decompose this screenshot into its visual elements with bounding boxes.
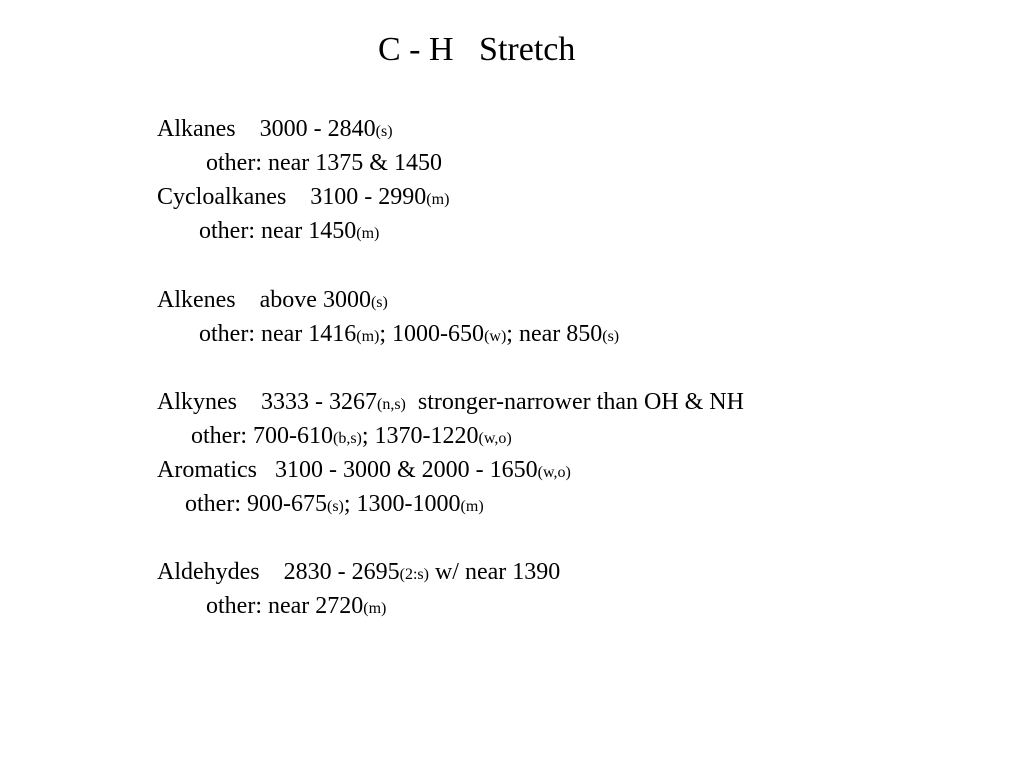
alkynes-other-seg1: other: 700-610 bbox=[191, 423, 333, 449]
alkenes-other-seg2-intensity: (w) bbox=[484, 328, 507, 345]
alkynes-other-line bbox=[191, 421, 512, 454]
alkynes-intensity: (n,s) bbox=[376, 396, 406, 413]
alkenes-range: Alkenes above 3000 bbox=[157, 287, 371, 313]
aldehydes-other-intensity: (m) bbox=[363, 600, 387, 617]
aldehydes-range: Aldehydes 2830 - 2695 bbox=[157, 559, 400, 585]
alkenes-other-seg1-intensity: (m) bbox=[356, 328, 380, 345]
alkenes-other-seg2: ; 1000-650 bbox=[379, 321, 485, 347]
alkanes-other-line bbox=[206, 148, 442, 178]
alkynes-line bbox=[157, 387, 744, 420]
alkynes-other-seg2-intensity: (w,o) bbox=[478, 430, 512, 447]
cycloalkanes-range: Cycloalkanes 3100 - 2990 bbox=[157, 184, 427, 210]
alkanes-other: other: near 1375 & 1450 bbox=[206, 150, 442, 176]
cycloalkanes-other-line bbox=[199, 216, 379, 249]
alkynes-note: stronger-narrower than OH & NH bbox=[405, 389, 744, 415]
alkynes-other-seg2: ; 1370-1220 bbox=[361, 423, 479, 449]
aldehydes-other-line bbox=[206, 591, 386, 624]
cycloalkanes-line bbox=[157, 182, 449, 215]
cycloalkanes-intensity: (m) bbox=[426, 191, 450, 208]
aldehydes-note: w/ near 1390 bbox=[428, 559, 561, 585]
alkanes-range: Alkanes 3000 - 2840 bbox=[157, 116, 376, 142]
alkenes-other-seg1: other: near 1416 bbox=[199, 321, 357, 347]
aromatics-other-seg1: other: 900-675 bbox=[185, 491, 327, 517]
cycloalkanes-other: other: near 1450 bbox=[199, 218, 357, 244]
alkynes-range: Alkynes 3333 - 3267 bbox=[157, 389, 377, 415]
cycloalkanes-other-intensity: (m) bbox=[356, 225, 380, 242]
alkenes-intensity: (s) bbox=[370, 294, 388, 311]
aromatics-intensity: (w,o) bbox=[537, 464, 571, 481]
aldehydes-intensity: (2:s) bbox=[399, 566, 429, 583]
alkanes-line bbox=[157, 114, 393, 147]
aromatics-line bbox=[157, 455, 571, 488]
alkynes-other-seg1-intensity: (b,s) bbox=[332, 430, 362, 447]
alkenes-line bbox=[157, 285, 388, 318]
aromatics-other-seg2-intensity: (m) bbox=[460, 498, 484, 515]
alkenes-other-line bbox=[199, 319, 619, 352]
aldehydes-line bbox=[157, 557, 560, 590]
alkenes-other-seg3: ; near 850 bbox=[506, 321, 603, 347]
aromatics-other-seg1-intensity: (s) bbox=[326, 498, 344, 515]
aromatics-other-seg2: ; 1300-1000 bbox=[343, 491, 461, 517]
aromatics-other-line bbox=[185, 489, 484, 522]
alkenes-other-seg3-intensity: (s) bbox=[602, 328, 620, 345]
aldehydes-other: other: near 2720 bbox=[206, 593, 364, 619]
aromatics-range: Aromatics 3100 - 3000 & 2000 - 1650 bbox=[157, 457, 538, 483]
alkanes-intensity: (s) bbox=[375, 123, 393, 140]
slide-title: C - H Stretch bbox=[378, 31, 576, 68]
